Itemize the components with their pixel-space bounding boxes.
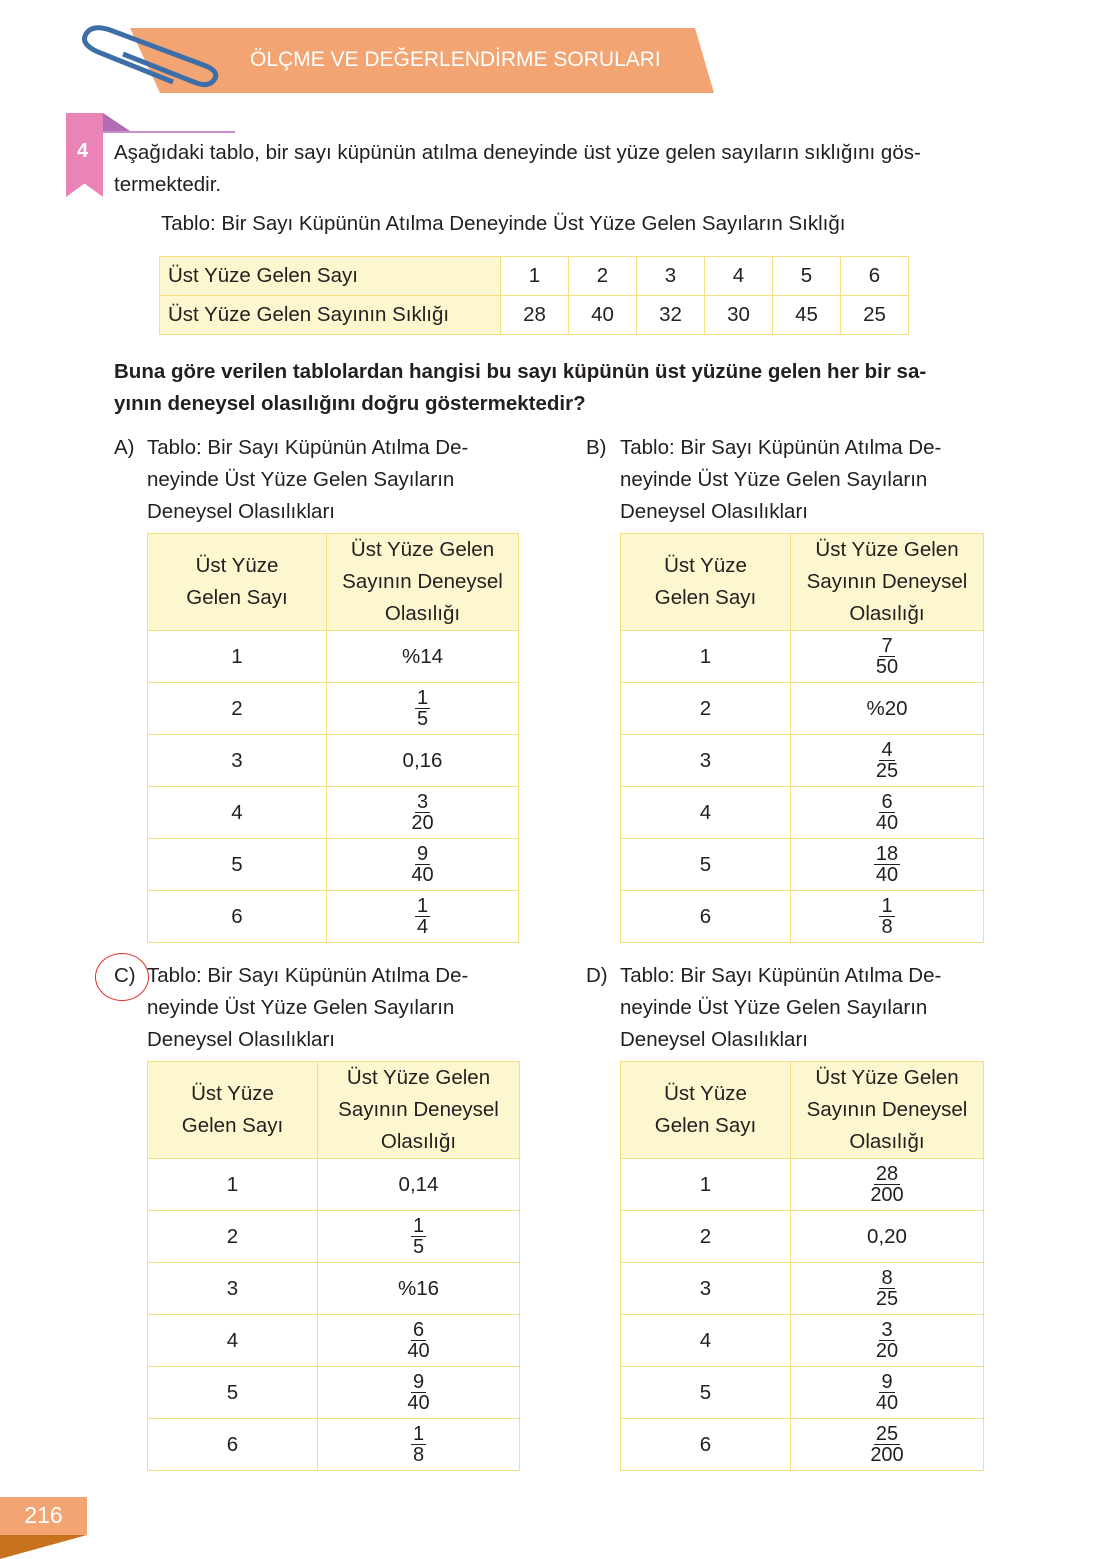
cell-number: 6 — [621, 891, 791, 943]
denominator: 8 — [412, 1444, 425, 1466]
table-row — [148, 1367, 520, 1419]
header-line: Üst Yüze — [664, 1082, 747, 1105]
cell-number: 6 — [148, 1419, 318, 1471]
cell-probability: %14 — [327, 631, 519, 683]
cell: 30 — [705, 296, 773, 335]
header-line: Gelen Sayı — [654, 586, 757, 609]
denominator: 40 — [875, 1392, 899, 1414]
cell-number: 6 — [621, 1419, 791, 1471]
denominator: 5 — [412, 1236, 425, 1258]
header-number — [621, 534, 791, 631]
header-line: Olasılığı — [849, 1130, 925, 1153]
option-caption: Deneysel Olasılıkları — [620, 1028, 808, 1051]
header-line: Üst Yüze Gelen — [350, 538, 495, 561]
numerator: 1 — [416, 895, 429, 917]
cell-number: 3 — [621, 1263, 791, 1315]
option-letter-b[interactable]: B) — [586, 436, 607, 459]
fraction — [876, 1372, 898, 1413]
header-line: Olasılığı — [384, 602, 461, 625]
table-row — [621, 1159, 984, 1211]
table-row — [148, 683, 519, 735]
prompt-1: Buna göre verilen tablolardan hangisi bu sayı küpünün üst yüzüne gelen her bir sa- — [114, 360, 927, 383]
table-row — [621, 1367, 984, 1419]
cell-number: 3 — [621, 735, 791, 787]
table-row — [621, 839, 984, 891]
fraction — [876, 1320, 898, 1361]
option-caption: Deneysel Olasılıkları — [620, 500, 808, 523]
header-probability — [791, 534, 984, 631]
cell: 6 — [841, 257, 909, 296]
table-row — [148, 631, 519, 683]
table-row — [148, 1315, 520, 1367]
cell-number: 2 — [621, 683, 791, 735]
option-caption: neyinde Üst Yüze Gelen Sayıların — [620, 468, 928, 491]
cell-probability — [791, 891, 984, 943]
cell-probability — [791, 735, 984, 787]
cell-probability — [791, 1367, 984, 1419]
table-header-row — [621, 1062, 984, 1159]
fraction — [411, 1216, 426, 1257]
cell-number: 5 — [621, 839, 791, 891]
table-row — [621, 1211, 984, 1263]
badge-fold — [103, 113, 133, 133]
numerator: 6 — [412, 1319, 425, 1341]
fraction — [407, 1320, 429, 1361]
cell-number: 3 — [148, 1263, 318, 1315]
option-caption: neyinde Üst Yüze Gelen Sayıların — [147, 996, 455, 1019]
cell-probability — [791, 631, 984, 683]
option-letter-a[interactable]: A) — [114, 436, 135, 459]
option-caption: Deneysel Olasılıkları — [147, 500, 335, 523]
page-number-fold — [0, 1535, 87, 1559]
option-caption: neyinde Üst Yüze Gelen Sayıların — [620, 996, 928, 1019]
denominator: 40 — [407, 1392, 430, 1414]
cell-probability: %16 — [318, 1263, 520, 1315]
numerator: 1 — [416, 687, 429, 709]
denominator: 40 — [875, 864, 899, 886]
header-number — [148, 534, 327, 631]
fraction — [879, 896, 894, 937]
cell: 28 — [501, 296, 569, 335]
numerator: 3 — [881, 1319, 893, 1341]
header-line: Üst Yüze Gelen — [346, 1066, 491, 1089]
denominator: 20 — [411, 812, 434, 834]
question-intro-1: Aşağıdaki tablo, bir sayı küpünün atılma deneyinde üst yüze gelen sayıların sıklığını gös- — [114, 141, 921, 164]
denominator: 40 — [875, 812, 899, 834]
badge-line — [103, 131, 235, 133]
header-line: Üst Yüze — [191, 1082, 274, 1105]
header-line: Gelen Sayı — [181, 1114, 284, 1137]
denominator: 4 — [416, 916, 429, 938]
fraction — [411, 1424, 426, 1465]
fraction — [415, 688, 430, 729]
table-row — [148, 735, 519, 787]
page-number: 216 — [0, 1497, 87, 1535]
answer-circle — [95, 953, 149, 1001]
cell: 2 — [569, 257, 637, 296]
cell-probability — [327, 683, 519, 735]
denominator: 20 — [875, 1340, 899, 1362]
denominator: 50 — [875, 656, 899, 678]
table-row — [621, 1315, 984, 1367]
section-title: ÖLÇME VE DEĞERLENDİRME SORULARI — [250, 48, 661, 71]
cell-probability: 0,16 — [327, 735, 519, 787]
cell-number: 1 — [621, 1159, 791, 1211]
header-line: Üst Yüze Gelen — [815, 538, 959, 561]
table-row — [621, 1419, 984, 1471]
option-caption: Tablo: Bir Sayı Küpünün Atılma De- — [620, 964, 942, 987]
header-line: Sayının Deneysel — [338, 1098, 499, 1121]
cell-number: 4 — [621, 787, 791, 839]
denominator: 200 — [870, 1184, 904, 1206]
numerator: 9 — [881, 1371, 893, 1393]
cell-probability — [318, 1367, 520, 1419]
cell-probability: 0,20 — [791, 1211, 984, 1263]
header-line: Üst Yüze — [664, 554, 747, 577]
option-table-d — [620, 1061, 984, 1471]
numerator: 28 — [875, 1163, 899, 1185]
header-line: Sayının Deneysel — [342, 570, 503, 593]
header-probability — [318, 1062, 520, 1159]
cell-probability — [791, 1419, 984, 1471]
cell-probability — [318, 1315, 520, 1367]
denominator: 40 — [407, 1340, 430, 1362]
option-letter-d[interactable]: D) — [586, 964, 608, 987]
row-label: Üst Yüze Gelen Sayının Sıklığı — [160, 296, 501, 335]
denominator: 5 — [416, 708, 429, 730]
table-row — [148, 1159, 520, 1211]
row-label: Üst Yüze Gelen Sayı — [160, 257, 501, 296]
cell-number: 1 — [148, 1159, 318, 1211]
fraction — [411, 792, 433, 833]
cell-number: 6 — [148, 891, 327, 943]
cell-probability — [327, 787, 519, 839]
numerator: 9 — [416, 843, 429, 865]
fraction — [876, 792, 898, 833]
cell-probability — [318, 1211, 520, 1263]
option-table-c — [147, 1061, 520, 1471]
table-row — [148, 787, 519, 839]
cell-number: 1 — [621, 631, 791, 683]
table-row — [160, 296, 909, 335]
table-row — [148, 1211, 520, 1263]
cell: 45 — [773, 296, 841, 335]
denominator: 8 — [881, 916, 893, 938]
cell-probability: %20 — [791, 683, 984, 735]
header-line: Gelen Sayı — [654, 1114, 757, 1137]
table-row — [621, 787, 984, 839]
table-header-row — [621, 534, 984, 631]
option-caption: neyinde Üst Yüze Gelen Sayıların — [147, 468, 455, 491]
numerator: 9 — [412, 1371, 425, 1393]
option-caption: Deneysel Olasılıkları — [147, 1028, 335, 1051]
numerator: 18 — [875, 843, 899, 865]
header-line: Gelen Sayı — [186, 586, 288, 609]
numerator: 6 — [881, 791, 893, 813]
cell-number: 5 — [621, 1367, 791, 1419]
denominator: 200 — [870, 1444, 904, 1466]
fraction — [870, 1164, 903, 1205]
fraction — [407, 1372, 429, 1413]
table-row — [160, 257, 909, 296]
numerator: 1 — [412, 1215, 425, 1237]
option-table-b — [620, 533, 984, 943]
fraction — [876, 740, 898, 781]
fraction — [874, 844, 900, 885]
header-number — [148, 1062, 318, 1159]
header-line: Olasılığı — [849, 602, 925, 625]
table-row — [621, 1263, 984, 1315]
cell-probability — [791, 1159, 984, 1211]
table-header-row — [148, 1062, 520, 1159]
paperclip-icon — [78, 22, 228, 97]
table-header-row — [148, 534, 519, 631]
header-line: Olasılığı — [380, 1130, 457, 1153]
prompt-2: yının deneysel olasılığını doğru göstermektedir? — [114, 392, 586, 415]
table-row — [148, 1263, 520, 1315]
cell-number: 1 — [148, 631, 327, 683]
option-letter-c[interactable]: C) — [114, 964, 136, 987]
question-intro-2: termektedir. — [114, 173, 222, 196]
numerator: 1 — [881, 895, 893, 917]
cell-number: 2 — [148, 683, 327, 735]
header-number — [621, 1062, 791, 1159]
cell-number: 5 — [148, 1367, 318, 1419]
denominator: 25 — [875, 760, 899, 782]
cell: 25 — [841, 296, 909, 335]
cell-probability — [791, 787, 984, 839]
cell: 32 — [637, 296, 705, 335]
numerator: 3 — [416, 791, 429, 813]
header-probability — [327, 534, 519, 631]
header-line: Üst Yüze — [195, 554, 279, 577]
cell-number: 4 — [148, 1315, 318, 1367]
fraction — [876, 636, 898, 677]
numerator: 25 — [875, 1423, 899, 1445]
cell: 40 — [569, 296, 637, 335]
denominator: 25 — [875, 1288, 899, 1310]
numerator: 7 — [881, 635, 893, 657]
fraction — [411, 844, 433, 885]
header-probability — [791, 1062, 984, 1159]
question-number: 4 — [77, 140, 89, 162]
table-row — [621, 891, 984, 943]
frequency-table — [159, 256, 909, 335]
fraction — [415, 896, 430, 937]
cell: 1 — [501, 257, 569, 296]
header-line: Sayının Deneysel — [806, 570, 968, 593]
cell-probability — [327, 891, 519, 943]
cell: 5 — [773, 257, 841, 296]
cell-probability: 0,14 — [318, 1159, 520, 1211]
cell-number: 2 — [148, 1211, 318, 1263]
numerator: 8 — [881, 1267, 893, 1289]
header-line: Üst Yüze Gelen — [815, 1066, 959, 1089]
cell-number: 4 — [148, 787, 327, 839]
cell-probability — [791, 1263, 984, 1315]
fraction — [870, 1424, 903, 1465]
option-caption: Tablo: Bir Sayı Küpünün Atılma De- — [147, 436, 469, 459]
cell-number: 4 — [621, 1315, 791, 1367]
table-row — [621, 683, 984, 735]
option-caption: Tablo: Bir Sayı Küpünün Atılma De- — [620, 436, 942, 459]
table-row — [148, 891, 519, 943]
fraction — [876, 1268, 898, 1309]
cell-probability — [318, 1419, 520, 1471]
cell-number: 5 — [148, 839, 327, 891]
cell-probability — [791, 839, 984, 891]
cell-probability — [791, 1315, 984, 1367]
cell: 3 — [637, 257, 705, 296]
cell-probability — [327, 839, 519, 891]
table-row — [148, 1419, 520, 1471]
numerator: 4 — [881, 739, 893, 761]
cell-number: 2 — [621, 1211, 791, 1263]
numerator: 1 — [412, 1423, 425, 1445]
header-line: Sayının Deneysel — [806, 1098, 968, 1121]
table-row — [621, 631, 984, 683]
option-caption: Tablo: Bir Sayı Küpünün Atılma De- — [147, 964, 469, 987]
table-row — [148, 839, 519, 891]
option-table-a — [147, 533, 519, 943]
cell: 4 — [705, 257, 773, 296]
denominator: 40 — [411, 864, 434, 886]
cell-number: 3 — [148, 735, 327, 787]
table-row — [621, 735, 984, 787]
table-caption: Tablo: Bir Sayı Küpünün Atılma Deneyinde Üst Yüze Gelen Sayıların Sıklığı — [161, 212, 846, 235]
